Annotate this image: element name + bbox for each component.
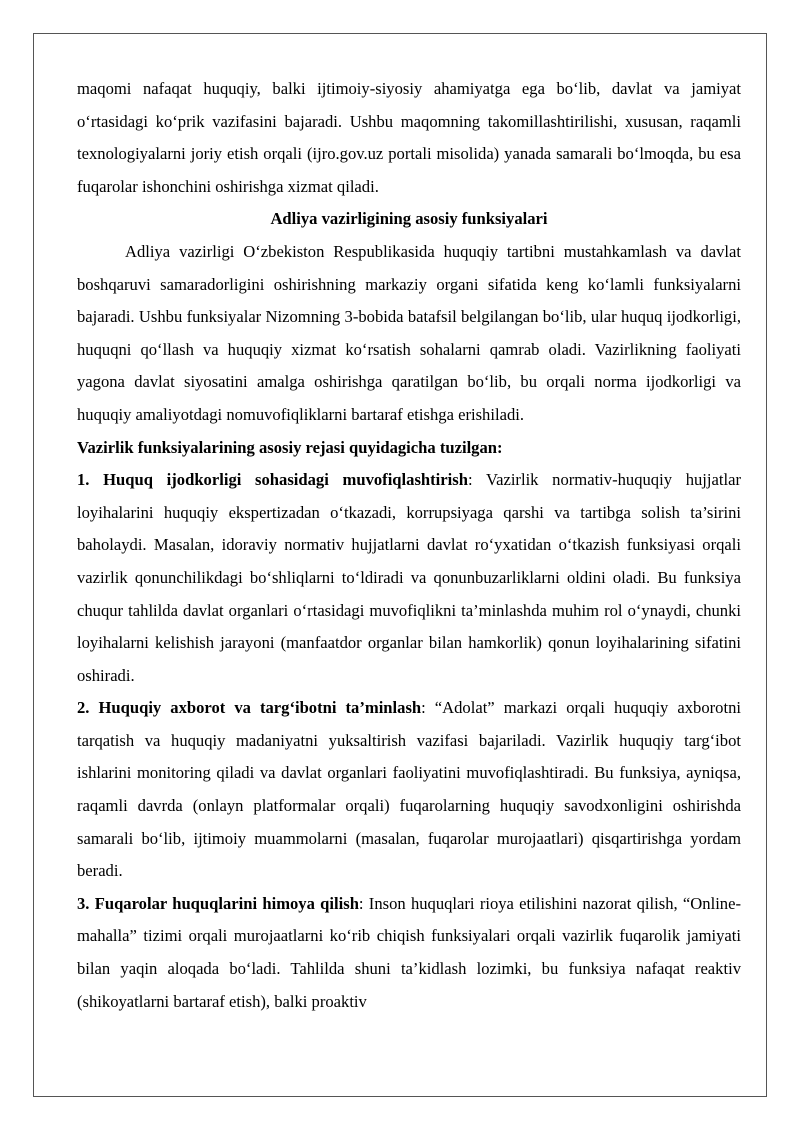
list-subheading: Vazirlik funksiyalarining asosiy rejasi quyidagicha tuzilgan: [77,437,503,457]
list-item-3-title: 3. Fuqarolar huquqlarini himoya qilish [77,893,359,913]
list-item-1 [77,464,741,692]
document-body [77,73,741,1018]
list-item-3 [77,888,741,1018]
list-item-2 [77,692,741,888]
list-item-1-text: : Vazirlik normativ-huquqiy hujjatlar loyihalarini huquqiy ekspertizadan o‘tkazadi, korrupsiyaga qarshi va tartibga solish ta’sirini baholaydi. Masalan, idoraviy normativ hujjatlarni davlat ro‘yxatidan o‘tkazish funksiyasi orqali vazirlik qonunchilikdagi bo‘shliqlarni to‘ldiradi va qonunbuzarliklarni oldini oladi. Bu funksiya chuqur tahlilda davlat organlari o‘rtasidagi muvofiqlikni ta’minlashda muhim rol o‘ynaydi, chunki loyihalarni kelishish jarayoni (manfaatdor organlar bilan hamkorlik) qonun loyihalarining sifatini oshiradi. [77,470,741,685]
list-item-1-title: 1. Huquq ijodkorligi sohasidagi muvofiqlashtirish [77,470,468,490]
paragraph-overview: Adliya vazirligi O‘zbekiston Respublikasida huquqiy tartibni mustahkamlash va davlat boshqaruvi samaradorligini oshirishning markaziy organi sifatida keng ko‘lamli funksiyalarni bajaradi. Ushbu funksiyalar Nizomning 3-bobida batafsil belgilangan bo‘lib, ular huquq ijodkorligi, huquqni qo‘llash va huquqiy xizmat ko‘rsatish sohalarni qamrab oladi. Vazirlikning faoliyati yagona davlat siyosatini amalga oshirishga qaratilgan bo‘lib, bu orqali norma ijodkorligi va huquqiy amaliyotdagi nomuvofiqliklarni bartaraf etishga erishiladi. [77,241,741,424]
section-heading: Adliya vazirligining asosiy funksiyalari [270,209,548,229]
list-item-3-text: : Inson huquqlari rioya etilishini nazorat qilish, “Online-mahalla” tizimi orqali murojaatlarni ko‘rib chiqish funksiyalari orqali vazirlik fuqarolik jamiyati bilan yaqin aloqada bo‘ladi. Tahlilda shuni ta’kidlash lozimki, bu funksiya nafaqat reaktiv (shikoyatlarni bartaraf etish), balki proaktiv [77,893,741,1011]
paragraph-intro: maqomi nafaqat huquqiy, balki ijtimoiy-siyosiy ahamiyatga ega bo‘lib, davlat va jamiyat o‘rtasidagi ko‘prik vazifasini bajaradi. Ushbu maqomning takomillashtirilishi, xususan, raqamli texnologiyalarni joriy etish orqali (ijro.gov.uz portali misolida) yanada samarali bo‘lmoqda, bu esa fuqarolar ishonchini oshirishga xizmat qiladi. [77,79,741,196]
list-item-2-text: : “Adolat” markazi orqali huquqiy axborotni tarqatish va huquqiy madaniyatni yuksaltirish vazifasi bajariladi. Vazirlik huquqiy targ‘ibot ishlarini monitoring qiladi va davlat organlari faoliyatini muvofiqlashtiradi. Bu funksiya, ayniqsa, raqamli davrda (onlayn platformalar orqali) fuqarolarning huquqiy savodxonligini oshirishda samarali bo‘lib, ijtimoiy muammolarni (masalan, fuqarolar murojaatlari) qisqartirishga yordam beradi. [77,698,741,881]
list-item-2-title: 2. Huquqiy axborot va targ‘ibotni ta’minlash [77,698,422,718]
